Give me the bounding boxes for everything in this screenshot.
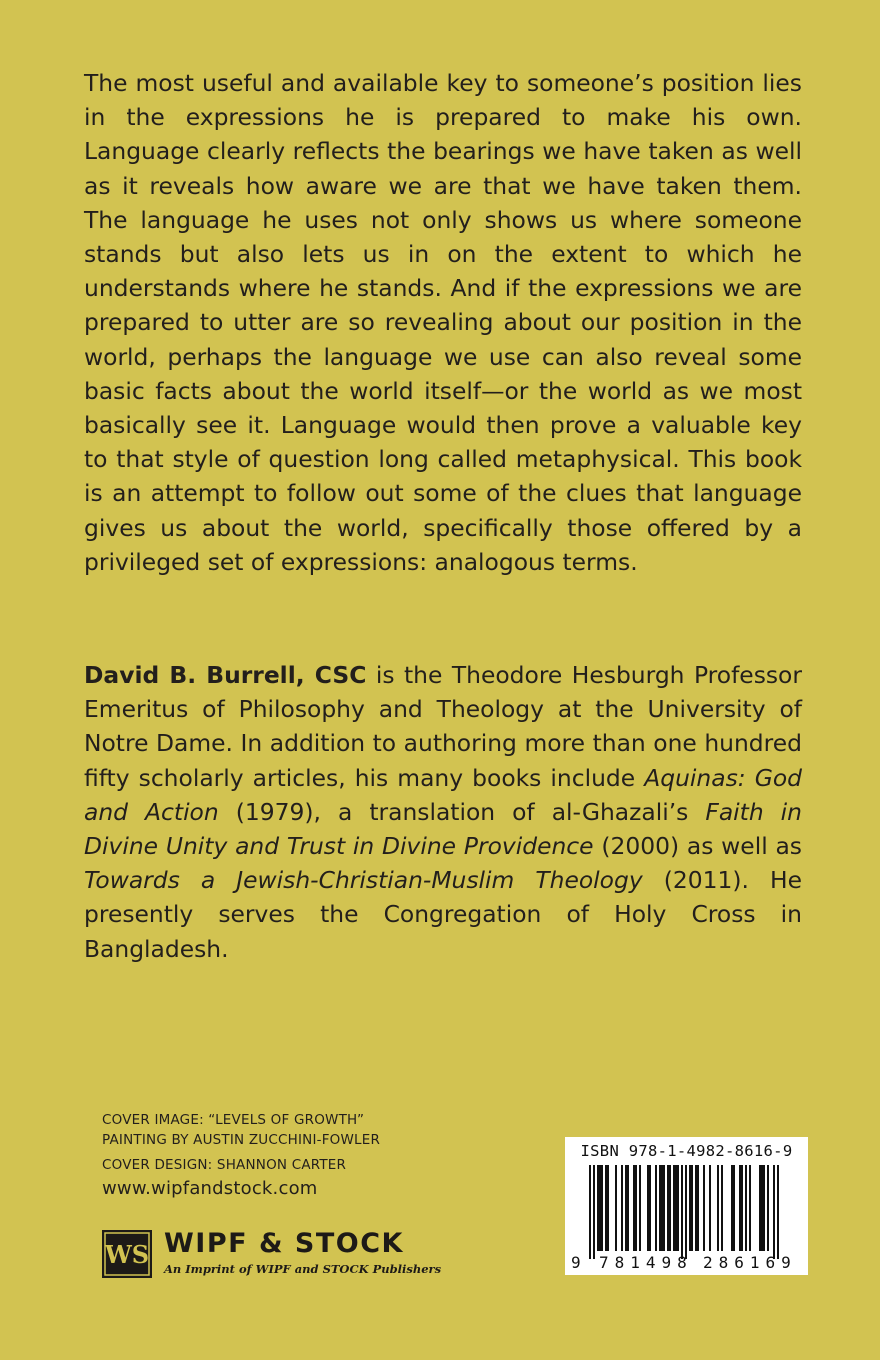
barcode-bar	[731, 1165, 733, 1251]
bio-text-3: (2000) as well as	[593, 832, 802, 861]
barcode-right-digits: 286169	[703, 1253, 797, 1272]
barcode-bar	[739, 1165, 741, 1251]
barcode-bar	[777, 1165, 779, 1259]
barcode-bars	[573, 1165, 801, 1261]
bio-text-4: (2011). He presently serves the Congregation of Holy Cross in Bangladesh.	[84, 866, 802, 963]
barcode-bar	[615, 1165, 617, 1251]
barcode-bar	[633, 1165, 635, 1251]
isbn-label: ISBN 978-1-4982-8616-9	[580, 1142, 793, 1160]
barcode-bar	[681, 1165, 683, 1259]
barcode-bar	[677, 1165, 679, 1251]
isbn-barcode	[565, 1137, 808, 1275]
barcode-bar	[763, 1165, 765, 1251]
barcode-bar	[691, 1165, 693, 1251]
barcode-bar	[599, 1165, 601, 1251]
barcode-bar	[601, 1165, 603, 1251]
barcode-bar	[597, 1165, 599, 1251]
book-title-3: Towards a Jewish-Christian-Muslim Theology	[84, 866, 643, 895]
barcode-bar	[621, 1165, 623, 1251]
book-description: The most useful and available key to someone’s position lies in the expressions he is prepared to make his own. Language clearly reflects the bearings we have taken as well as it reveals how aware we are that we have taken them. The language he uses not only shows us where someone stands but also lets us in on the extent to which he understands where he stands. And if the expressions we are prepared to utter are so revealing about our position in the world, perhaps the language we use can also reveal some basic facts about the world itself—or the world as we most basically see it. Language would then prove a valuable key to that style of question long called metaphysical. This book is an attempt to follow out some of the clues that language gives us about the world, specifically those offered by a privileged set of expressions: analogous terms.	[84, 69, 802, 576]
barcode-bar	[675, 1165, 677, 1251]
barcode-bar	[773, 1165, 775, 1259]
barcode-bar	[759, 1165, 761, 1251]
barcode-bar	[663, 1165, 665, 1251]
barcode-bar	[661, 1165, 663, 1251]
logo-mark-text: WS	[104, 1240, 150, 1269]
barcode-bar	[607, 1165, 609, 1251]
barcode-bar	[667, 1165, 669, 1251]
barcode-bar	[697, 1165, 699, 1251]
publisher-name: WIPF & STOCK	[164, 1228, 404, 1259]
bio-text-2: (1979), a translation of al-Ghazali’s	[218, 797, 706, 826]
barcode-bar	[669, 1165, 671, 1251]
bio-text-1: is the Theodore Hesburgh Professor Emeritus of Philosophy and Theology at the University of Notre Dame. In addition to authoring more than one hundred fifty scholarly articles, his many books include	[84, 661, 802, 792]
book-title-2: Faith in Divine Unity and Trust in Divine Providence	[84, 797, 803, 861]
barcode-bar	[733, 1165, 735, 1251]
painting-credit: PAINTING BY AUSTIN ZUCCHINI-FOWLER	[102, 1132, 381, 1148]
barcode-bar	[639, 1165, 641, 1251]
barcode-left-digits: 781498	[599, 1253, 693, 1272]
barcode-bar	[745, 1165, 747, 1251]
cover-credits	[102, 1110, 380, 1175]
cover-image-credit: COVER IMAGE: “LEVELS OF GROWTH”	[102, 1112, 365, 1128]
barcode-bar	[717, 1165, 719, 1251]
barcode-digits	[565, 1253, 808, 1273]
barcode-bar	[767, 1165, 769, 1251]
barcode-bar	[655, 1165, 657, 1251]
barcode-bar	[605, 1165, 607, 1251]
barcode-bar	[689, 1165, 691, 1251]
barcode-bar	[649, 1165, 651, 1251]
barcode-bar	[721, 1165, 723, 1251]
author-bio	[84, 658, 802, 966]
barcode-bar	[647, 1165, 649, 1251]
publisher-logo	[102, 1228, 442, 1280]
publisher-imprint: An Imprint of WIPF and STOCK Publishers	[164, 1262, 442, 1276]
author-name: David B. Burrell, CSC	[84, 661, 367, 689]
barcode-bar	[761, 1165, 763, 1251]
barcode-bar	[589, 1165, 591, 1259]
barcode-bar	[695, 1165, 697, 1251]
barcode-bar	[741, 1165, 743, 1251]
barcode-bar	[673, 1165, 675, 1251]
barcode-bar	[593, 1165, 595, 1259]
wipf-stock-logo-icon	[102, 1230, 152, 1278]
barcode-bar	[625, 1165, 627, 1251]
cover-design-credit: COVER DESIGN: SHANNON CARTER	[102, 1157, 347, 1173]
barcode-bar	[749, 1165, 751, 1251]
barcode-bar	[627, 1165, 629, 1251]
barcode-bar	[659, 1165, 661, 1251]
barcode-bar	[685, 1165, 687, 1259]
barcode-bar	[635, 1165, 637, 1251]
publisher-website[interactable]: www.wipfandstock.com	[102, 1178, 318, 1199]
barcode-bar	[709, 1165, 711, 1251]
barcode-lead-digit: 9	[571, 1253, 581, 1272]
book-title-1: Aquinas: God and Action	[84, 763, 802, 826]
barcode-bar	[703, 1165, 705, 1251]
